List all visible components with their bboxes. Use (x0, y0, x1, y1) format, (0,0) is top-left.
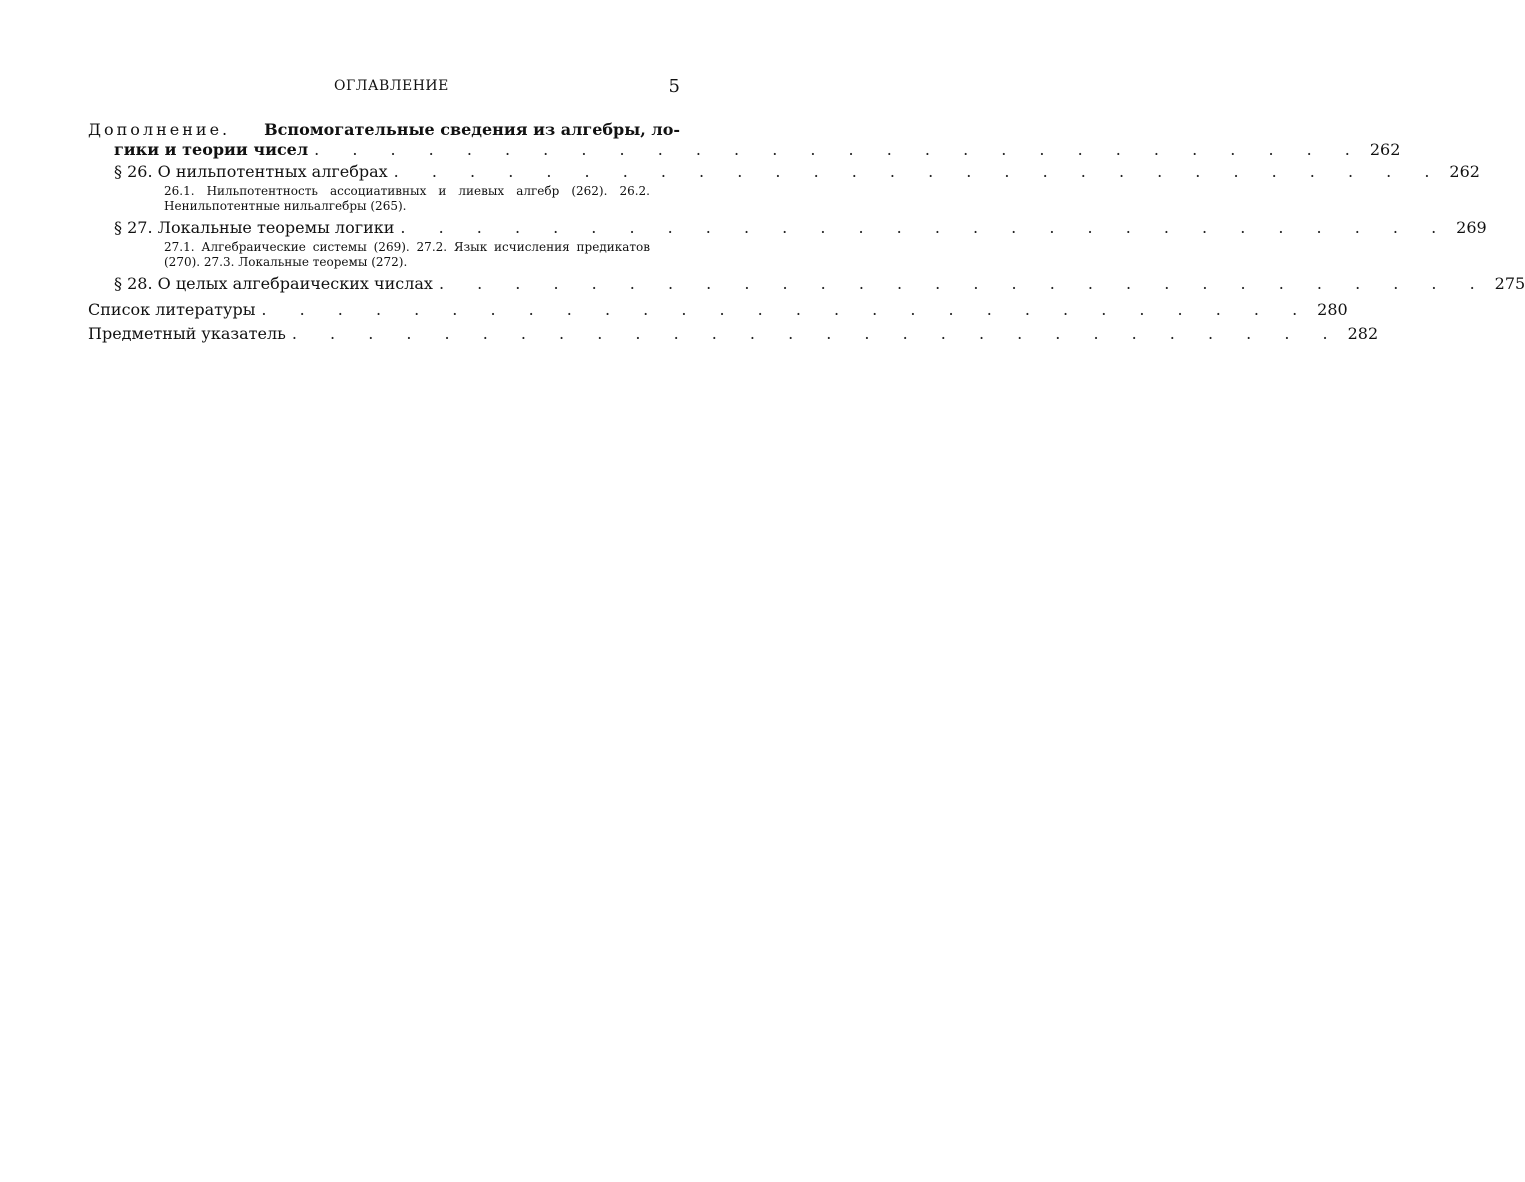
appendix-title-line-2 (88, 140, 1401, 160)
section-title (114, 162, 388, 182)
toc-entry-section-27 (88, 218, 1487, 270)
section-title-text: О нильпотентных алгебрах (157, 162, 388, 181)
section-subsections: 27.1. Алгебраические системы (269). 27.2. Язык исчисления предикатов (270). 27.3. Локальные теоремы (272). (164, 240, 650, 269)
appendix-title-line-1 (88, 120, 680, 140)
leader-dots: . . . . . . . . . . . . . . . . . . . . . . . . . . . . (291, 324, 1342, 343)
toc-entry-bibliography (88, 300, 1348, 320)
section-number: § 28. (114, 274, 153, 293)
toc-entry-index (88, 324, 1379, 344)
toc-entry-section-28 (88, 274, 1525, 294)
leader-dots: . . . . . . . . . . . . . . . . . . . . . . . . . . . . (314, 140, 1364, 159)
appendix-title-part-1: Вспомогательные сведения из алгебры, ло- (264, 120, 680, 139)
index-title: Предметный указатель (88, 324, 286, 343)
bibliography-title: Список литературы (88, 300, 256, 319)
bibliography-page: 280 (1317, 300, 1348, 319)
section-title (114, 218, 394, 238)
page-number: 5 (668, 76, 680, 97)
leader-dots: . . . . . . . . . . . . . . . . . . . . . . . . . . . . (400, 218, 1451, 237)
section-number: § 26. (114, 162, 153, 181)
leader-dots: . . . . . . . . . . . . . . . . . . . . . . . . . . . . (438, 274, 1489, 293)
page-header (88, 78, 680, 102)
leader-dots: . . . . . . . . . . . . . . . . . . . . . . . . . . . . (261, 300, 1312, 319)
toc-entry-appendix (88, 120, 1401, 160)
section-page: 269 (1456, 218, 1487, 237)
section-page: 275 (1494, 274, 1525, 293)
section-title-text: Локальные теоремы логики (157, 218, 395, 237)
section-page: 262 (1449, 162, 1480, 181)
running-title: ОГЛАВЛЕНИЕ (334, 78, 449, 94)
section-title-text: О целых алгебраических числах (157, 274, 433, 293)
leader-dots: . . . . . . . . . . . . . . . . . . . . . . . . . . . . (393, 162, 1444, 181)
appendix-title-part-2: гики и теории чисел (114, 140, 309, 159)
section-subsections: 26.1. Нильпотентность ассоциативных и лиевых алгебр (262). 26.2. Ненильпотентные нильалгебры (265). (164, 184, 650, 213)
appendix-label: Дополнение. (88, 120, 231, 139)
section-title (114, 274, 433, 294)
toc-entry-section-26 (88, 162, 1480, 214)
appendix-page: 262 (1369, 140, 1401, 159)
table-of-contents (88, 120, 1525, 344)
section-number: § 27. (114, 218, 153, 237)
index-page: 282 (1347, 324, 1379, 343)
